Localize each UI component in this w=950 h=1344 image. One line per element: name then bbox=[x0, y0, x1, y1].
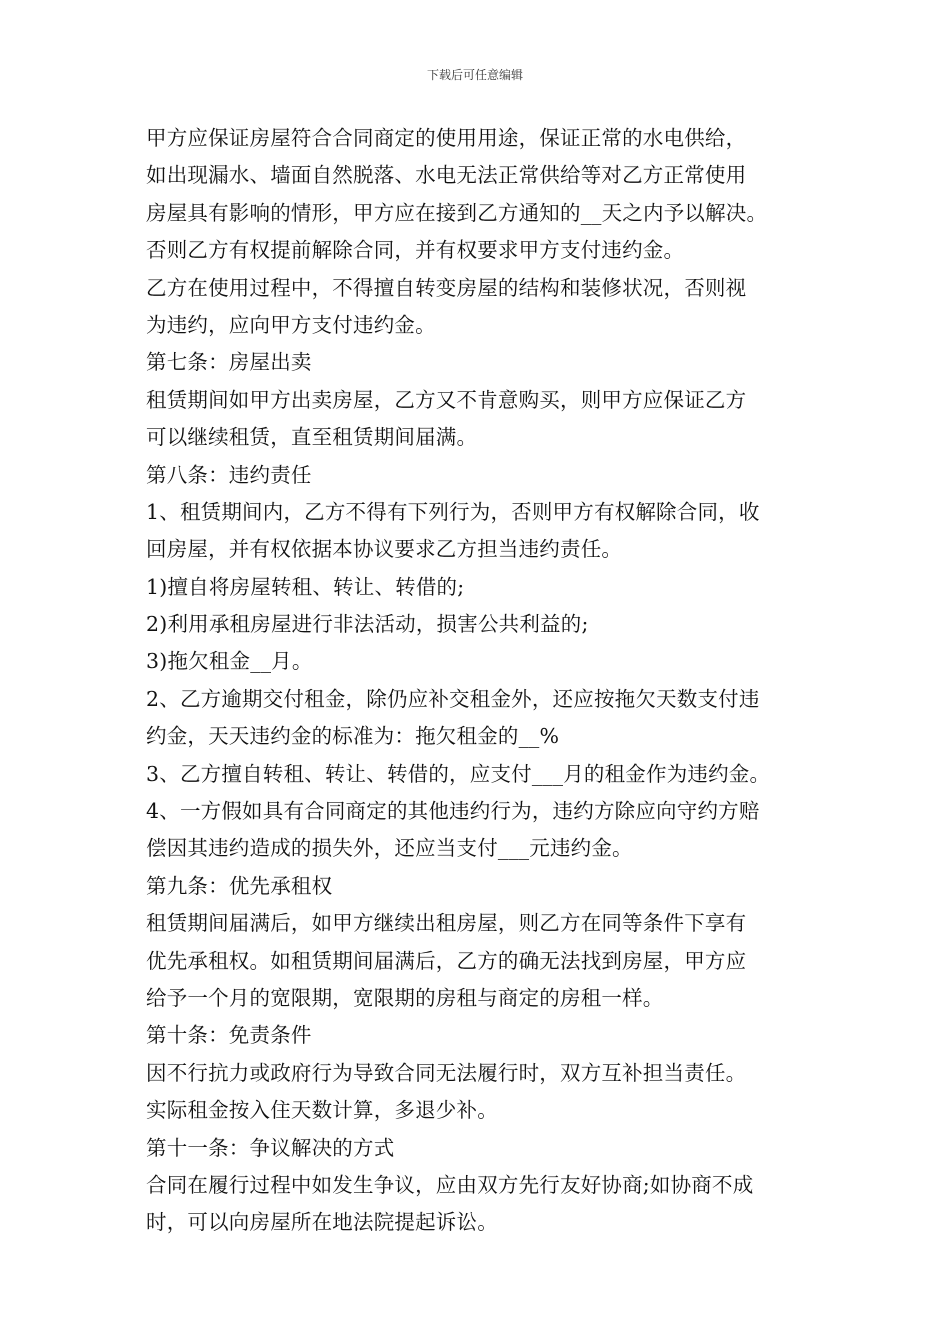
paragraph-line: 乙方在使用过程中，不得擅自转变房屋的结构和装修状况，否则视 bbox=[146, 275, 747, 300]
paragraph-line: 优先承租权。如租赁期间届满后，乙方的确无法找到房屋，甲方应 bbox=[146, 948, 747, 973]
paragraph-line: 2、乙方逾期交付租金，除仍应补交租金外，还应按拖欠天数支付违 bbox=[146, 686, 760, 711]
paragraph-line: 4、一方假如具有合同商定的其他违约行为，违约方除应向守约方赔 bbox=[146, 799, 760, 824]
section-heading: 第九条：优先承租权 bbox=[146, 873, 333, 898]
paragraph-line: 租赁期间如甲方出卖房屋，乙方又不肯意购买，则甲方应保证乙方 bbox=[146, 387, 747, 412]
list-item: 1)擅自将房屋转租、转让、转借的; bbox=[146, 574, 465, 599]
section-heading: 第十条：免责条件 bbox=[146, 1023, 312, 1048]
list-item: 2)利用承租房屋进行非法活动，损害公共利益的; bbox=[146, 612, 589, 637]
paragraph-line: 因不行抗力或政府行为导致合同无法履行时，双方互补担当责任。 bbox=[146, 1060, 747, 1085]
paragraph-line: 如出现漏水、墙面自然脱落、水电无法正常供给等对乙方正常使用 bbox=[146, 163, 747, 188]
list-item: 3)拖欠租金__月。 bbox=[146, 649, 313, 674]
paragraph-line: 时，可以向房屋所在地法院提起诉讼。 bbox=[146, 1210, 498, 1235]
document-body bbox=[146, 120, 826, 1242]
paragraph-line: 合同在履行过程中如发生争议，应由双方先行友好协商;如协商不成 bbox=[146, 1172, 754, 1197]
paragraph-line: 否则乙方有权提前解除合同，并有权要求甲方支付违约金。 bbox=[146, 238, 685, 263]
paragraph-line: 给予一个月的宽限期，宽限期的房租与商定的房租一样。 bbox=[146, 985, 664, 1010]
paragraph-line: 租赁期间届满后，如甲方继续出租房屋，则乙方在同等条件下享有 bbox=[146, 911, 747, 936]
section-heading: 第十一条：争议解决的方式 bbox=[146, 1135, 395, 1160]
paragraph-line: 1、租赁期间内，乙方不得有下列行为，否则甲方有权解除合同，收 bbox=[146, 499, 760, 524]
paragraph-line: 偿因其违约造成的损失外，还应当支付___元违约金。 bbox=[146, 836, 633, 861]
page-header: 下载后可任意编辑 bbox=[426, 68, 523, 82]
section-heading: 第八条：违约责任 bbox=[146, 462, 312, 487]
paragraph-line: 为违约，应向甲方支付违约金。 bbox=[146, 312, 436, 337]
section-heading: 第七条：房屋出卖 bbox=[146, 350, 312, 375]
paragraph-line: 3、乙方擅自转租、转让、转借的，应支付___月的租金作为违约金。 bbox=[146, 761, 771, 786]
paragraph-line: 约金，天天违约金的标准为：拖欠租金的__% bbox=[146, 724, 560, 749]
paragraph-line: 房屋具有影响的情形，甲方应在接到乙方通知的__天之内予以解决。 bbox=[146, 200, 768, 225]
paragraph-line: 可以继续租赁，直至租赁期间届满。 bbox=[146, 425, 478, 450]
paragraph-line: 实际租金按入住天数计算，多退少补。 bbox=[146, 1098, 498, 1123]
paragraph-line: 回房屋，并有权依据本协议要求乙方担当违约责任。 bbox=[146, 537, 623, 562]
paragraph-line: 甲方应保证房屋符合合同商定的使用用途，保证正常的水电供给， bbox=[146, 126, 747, 150]
